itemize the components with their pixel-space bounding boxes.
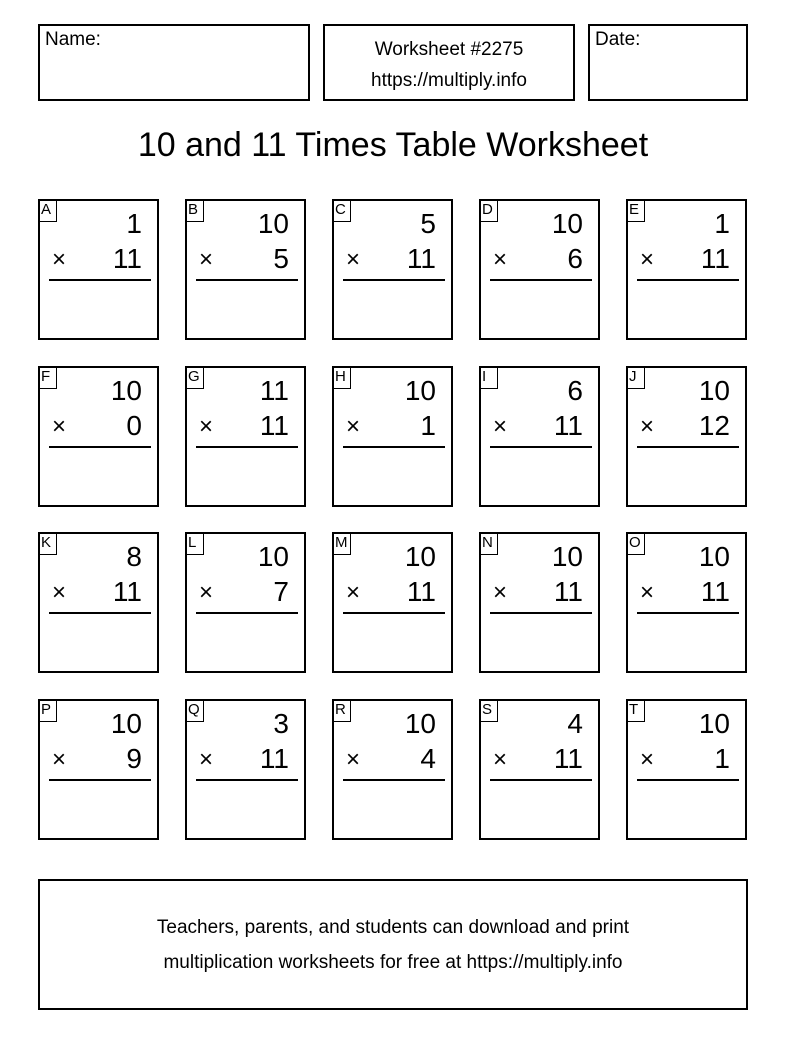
- multiplier: 11: [553, 410, 583, 441]
- problem-label: J: [626, 366, 645, 389]
- problem-card[interactable]: [38, 532, 159, 673]
- multiplicand: 1: [714, 208, 730, 239]
- problem-label: C: [332, 199, 351, 222]
- multiplier: 0: [126, 410, 142, 441]
- answer-line: [343, 279, 445, 281]
- multiply-sign: ×: [52, 246, 67, 273]
- multiplicand: 5: [420, 208, 436, 239]
- multiplicand: 11: [259, 375, 289, 406]
- problem-label: R: [332, 699, 351, 722]
- problem-card[interactable]: [479, 366, 600, 507]
- multiplier: 1: [420, 410, 436, 441]
- multiplicand: 6: [567, 375, 583, 406]
- page-title: 10 and 11 Times Table Worksheet: [137, 126, 649, 164]
- problem-card[interactable]: [332, 699, 453, 840]
- problem-card[interactable]: [626, 532, 747, 673]
- problem-label: N: [479, 532, 498, 555]
- multiply-sign: ×: [493, 246, 508, 273]
- answer-line: [49, 446, 151, 448]
- multiply-sign: ×: [493, 579, 508, 606]
- multiplicand: 10: [404, 541, 436, 572]
- multiplier: 11: [553, 743, 583, 774]
- multiply-sign: ×: [640, 246, 655, 273]
- multiply-sign: ×: [52, 746, 67, 773]
- answer-line: [343, 612, 445, 614]
- answer-line: [637, 779, 739, 781]
- multiplicand: 10: [257, 208, 289, 239]
- answer-line: [49, 779, 151, 781]
- problem-label: B: [185, 199, 204, 222]
- answer-line: [637, 446, 739, 448]
- problem-label: M: [332, 532, 351, 555]
- multiplier: 11: [112, 243, 142, 274]
- problem-label: K: [38, 532, 57, 555]
- multiplicand: 10: [698, 708, 730, 739]
- multiplier: 1: [714, 743, 730, 774]
- problem-card[interactable]: [479, 199, 600, 340]
- multiplicand: 10: [110, 375, 142, 406]
- multiplicand: 10: [110, 708, 142, 739]
- multiplicand: 8: [126, 541, 142, 572]
- answer-line: [343, 446, 445, 448]
- multiply-sign: ×: [346, 413, 361, 440]
- multiply-sign: ×: [52, 413, 67, 440]
- multiplicand: 1: [126, 208, 142, 239]
- problem-card[interactable]: [185, 699, 306, 840]
- multiply-sign: ×: [346, 246, 361, 273]
- multiplicand: 10: [551, 541, 583, 572]
- answer-line: [490, 612, 592, 614]
- problem-card[interactable]: [626, 199, 747, 340]
- multiplicand: 10: [698, 541, 730, 572]
- problem-label: D: [479, 199, 498, 222]
- multiply-sign: ×: [640, 413, 655, 440]
- problem-card[interactable]: [479, 699, 600, 840]
- problem-label: H: [332, 366, 351, 389]
- footer-note: [38, 879, 748, 1010]
- worksheet-number: Worksheet #2275: [374, 39, 524, 60]
- multiplier: 7: [273, 576, 289, 607]
- answer-line: [196, 779, 298, 781]
- problem-card[interactable]: [38, 199, 159, 340]
- problem-label: A: [38, 199, 57, 222]
- multiply-sign: ×: [346, 579, 361, 606]
- problem-label: T: [626, 699, 645, 722]
- problem-card[interactable]: [38, 366, 159, 507]
- multiplicand: 4: [567, 708, 583, 739]
- multiplier: 12: [698, 410, 730, 441]
- multiplier: 11: [553, 576, 583, 607]
- multiplicand: 10: [551, 208, 583, 239]
- problem-label: F: [38, 366, 57, 389]
- multiplicand: 10: [698, 375, 730, 406]
- footer-line-2: multiplication worksheets for free at https://multiply.info: [163, 952, 623, 973]
- multiplier: 11: [406, 576, 436, 607]
- answer-line: [49, 279, 151, 281]
- multiplier: 11: [259, 743, 289, 774]
- multiply-sign: ×: [640, 579, 655, 606]
- problem-label: E: [626, 199, 645, 222]
- multiplier: 11: [700, 243, 730, 274]
- answer-line: [196, 279, 298, 281]
- answer-line: [490, 279, 592, 281]
- answer-line: [637, 279, 739, 281]
- answer-line: [490, 446, 592, 448]
- answer-line: [196, 446, 298, 448]
- problem-label: G: [185, 366, 204, 389]
- problem-card[interactable]: [185, 199, 306, 340]
- multiplicand: 10: [404, 375, 436, 406]
- problem-label: S: [479, 699, 498, 722]
- multiplier: 5: [273, 243, 289, 274]
- answer-line: [490, 779, 592, 781]
- multiplier: 6: [567, 243, 583, 274]
- name-label: Name:: [45, 29, 101, 50]
- problem-card[interactable]: [626, 366, 747, 507]
- date-label: Date:: [595, 29, 641, 50]
- multiply-sign: ×: [640, 746, 655, 773]
- multiply-sign: ×: [199, 246, 214, 273]
- problem-card[interactable]: [332, 366, 453, 507]
- problem-label: I: [479, 366, 498, 389]
- multiply-sign: ×: [199, 413, 214, 440]
- multiplicand: 10: [404, 708, 436, 739]
- multiplier: 11: [112, 576, 142, 607]
- multiplicand: 3: [273, 708, 289, 739]
- multiplier: 4: [420, 743, 436, 774]
- problem-card[interactable]: [332, 199, 453, 340]
- multiplier: 11: [259, 410, 289, 441]
- problem-card[interactable]: [332, 532, 453, 673]
- multiplier: 9: [126, 743, 142, 774]
- multiply-sign: ×: [346, 746, 361, 773]
- problem-label: P: [38, 699, 57, 722]
- website-url: https://multiply.info: [371, 70, 527, 91]
- multiply-sign: ×: [52, 579, 67, 606]
- problem-card[interactable]: [185, 366, 306, 507]
- problem-card[interactable]: [626, 699, 747, 840]
- problem-card[interactable]: [38, 699, 159, 840]
- multiply-sign: ×: [199, 746, 214, 773]
- multiplier: 11: [406, 243, 436, 274]
- multiply-sign: ×: [199, 579, 214, 606]
- problem-card[interactable]: [185, 532, 306, 673]
- multiplicand: 10: [257, 541, 289, 572]
- multiply-sign: ×: [493, 413, 508, 440]
- multiply-sign: ×: [493, 746, 508, 773]
- answer-line: [196, 612, 298, 614]
- problem-card[interactable]: [479, 532, 600, 673]
- answer-line: [637, 612, 739, 614]
- problem-label: L: [185, 532, 204, 555]
- multiplier: 11: [700, 576, 730, 607]
- answer-line: [49, 612, 151, 614]
- answer-line: [343, 779, 445, 781]
- problem-label: Q: [185, 699, 204, 722]
- problem-label: O: [626, 532, 645, 555]
- footer-line-1: Teachers, parents, and students can download and print: [156, 917, 630, 938]
